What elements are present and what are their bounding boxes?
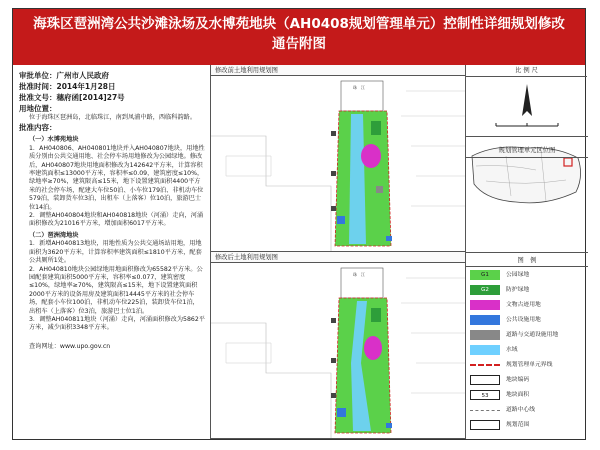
legend-swatch: G1 bbox=[470, 270, 500, 280]
before-panel-title: 修改前土地利用规划图 bbox=[211, 65, 465, 76]
legend-swatch bbox=[470, 420, 500, 430]
legend-label: 规划范围 bbox=[506, 422, 530, 428]
plot-marker bbox=[331, 358, 336, 363]
section-2-title: （二）琶洲湾地块 bbox=[29, 231, 79, 239]
legend-swatch: 53 bbox=[470, 390, 500, 400]
plot-marker bbox=[331, 318, 336, 323]
section-2-item-1: 1．新增AH040813地块，用地性质为公共交通场站用地，用地面积为3620平方米，计算容积率建筑面积≤1810平方米，配套公共厕所1处。 bbox=[29, 240, 202, 265]
legend-label: 文物古迹用地 bbox=[506, 302, 541, 308]
after-panel bbox=[211, 252, 465, 439]
approval-date: 批准时间：2014年1月28日 bbox=[19, 82, 116, 91]
scale-title: 比 例 尺 bbox=[466, 65, 587, 77]
legend-title: 图 例 bbox=[466, 255, 588, 267]
legend-label: 公园绿地 bbox=[506, 272, 530, 278]
title-bar bbox=[13, 9, 585, 65]
legend-label: 公共设施用地 bbox=[506, 317, 541, 323]
legend-swatch bbox=[470, 410, 500, 411]
legend-label: 防护绿地 bbox=[506, 287, 530, 293]
legend-item-plot-code bbox=[470, 374, 586, 386]
location-text: 位于海珠区琶洲岛，北临珠江，南到凤浦中路，西临科韵路。 bbox=[29, 114, 197, 121]
side-panel bbox=[465, 65, 587, 439]
approver: 审批单位：广州市人民政府 bbox=[19, 71, 109, 80]
location-title: 用地位置： bbox=[19, 104, 57, 113]
legend-item-plot-area bbox=[470, 389, 586, 401]
legend-label: 规划管理单元界线 bbox=[506, 362, 553, 368]
section-1-title: （一）水博苑地块 bbox=[29, 136, 79, 144]
section-1-item-2: 2．调整AH040804地块和AH040818地块（河涌）走向，河涌面积修改为21016平方米，增加面积6017平方米。 bbox=[29, 212, 204, 228]
after-panel-title: 修改后土地利用规划图 bbox=[211, 252, 465, 263]
plot-marker bbox=[331, 393, 336, 398]
approval-doc: 批准文号：穗府函[2014]27号 bbox=[19, 93, 125, 102]
legend-item-protective bbox=[470, 284, 586, 296]
legend-swatch bbox=[470, 375, 500, 385]
legend-label: 道路与交通设施用地 bbox=[506, 332, 559, 338]
legend-label: 道路中心线 bbox=[506, 407, 535, 413]
public-facility-2 bbox=[386, 236, 392, 241]
heritage-site bbox=[364, 336, 382, 360]
legend bbox=[466, 255, 588, 439]
map-sheet bbox=[12, 8, 586, 440]
legend-swatch bbox=[470, 364, 500, 366]
transport-site bbox=[376, 186, 383, 193]
before-map[interactable] bbox=[211, 76, 465, 251]
protective-green bbox=[371, 308, 381, 322]
legend-swatch bbox=[470, 300, 500, 310]
north-arrow-area bbox=[466, 76, 588, 137]
legend-item-boundary bbox=[470, 359, 586, 371]
legend-item-scope bbox=[470, 419, 586, 431]
legend-label: 地块面积 bbox=[506, 392, 530, 398]
legend-swatch: G2 bbox=[470, 285, 500, 295]
legend-swatch bbox=[470, 330, 500, 340]
section-2-item-2: 2．AH040810地块公园绿地用地面积修改为65582平方米。公园配套建筑面积5000平方米，容积率≤0.077，建筑密度≤10%，绿地率≥70%，建筑限高≤15米，地下设置建筑面积2000平方米的设备用房及建筑面积14445平方米的社会停车场，配套小车位100泊，非机动车位225泊，装卸货车位1泊，出租车（上落客）位3泊，旅游巴士位1泊。 bbox=[29, 265, 203, 315]
public-facility bbox=[337, 216, 345, 224]
protective-green bbox=[371, 121, 381, 135]
plot-marker bbox=[331, 206, 336, 211]
title-line-1: 海珠区琶洲湾公共沙滩泳场及水博苑地块（AH0408规划管理单元）控制性详细规划修改 bbox=[33, 16, 565, 32]
section-1-item-1: 1．AH040806、AH040801地块并入AH040807地块，用地性质分别由公共交通用地、社会停车场用地修改为公园绿地。修改后，AH040807地块用地面积修改为142642平方米，计算容积率建筑面积≤13000平方米，容积率≤0.09，建筑密度≤10%，绿地率≥70%，建筑限高≤15米，地下设置建筑面积4400平方米的社会停车场，配建大车位50泊、小车位179泊、非机动车位579泊，装卸货车位3泊，出租车（上落客）位10泊，旅游巴士位14泊。 bbox=[29, 144, 205, 211]
info-panel bbox=[13, 65, 211, 439]
plot-marker bbox=[331, 131, 336, 136]
river-label: 珠 江 bbox=[353, 272, 365, 277]
legend-item-centerline bbox=[470, 404, 586, 416]
legend-item-public bbox=[470, 314, 586, 326]
north-arrow-icon bbox=[466, 76, 588, 136]
legend-swatch bbox=[470, 315, 500, 325]
legend-item-water bbox=[470, 344, 586, 356]
legend-item-heritage bbox=[470, 299, 586, 311]
website[interactable]: 查询网址：www.upo.gov.cn bbox=[29, 342, 111, 350]
after-map[interactable] bbox=[211, 263, 465, 438]
map-panels bbox=[211, 65, 465, 439]
legend-label: 地块编码 bbox=[506, 377, 530, 383]
legend-swatch bbox=[470, 345, 500, 355]
legend-label: 水域 bbox=[506, 347, 518, 353]
title-line-2: 通告附图 bbox=[272, 36, 326, 52]
legend-item-road bbox=[470, 329, 586, 341]
before-panel bbox=[211, 65, 465, 252]
section-2-item-3: 3．调整AH040811地块（河涌）走向，河涌面积修改为5862平方米，减少面积3348平方米。 bbox=[29, 315, 205, 332]
public-facility-2 bbox=[386, 423, 392, 428]
location-map-title: 规划管理单元区位图 bbox=[466, 145, 588, 158]
river-label: 珠 江 bbox=[353, 85, 365, 90]
heritage-site bbox=[361, 144, 381, 168]
public-facility bbox=[337, 408, 346, 417]
plot-marker bbox=[331, 171, 336, 176]
legend-item-park bbox=[470, 269, 586, 281]
content-title: 批准内容： bbox=[19, 123, 57, 133]
